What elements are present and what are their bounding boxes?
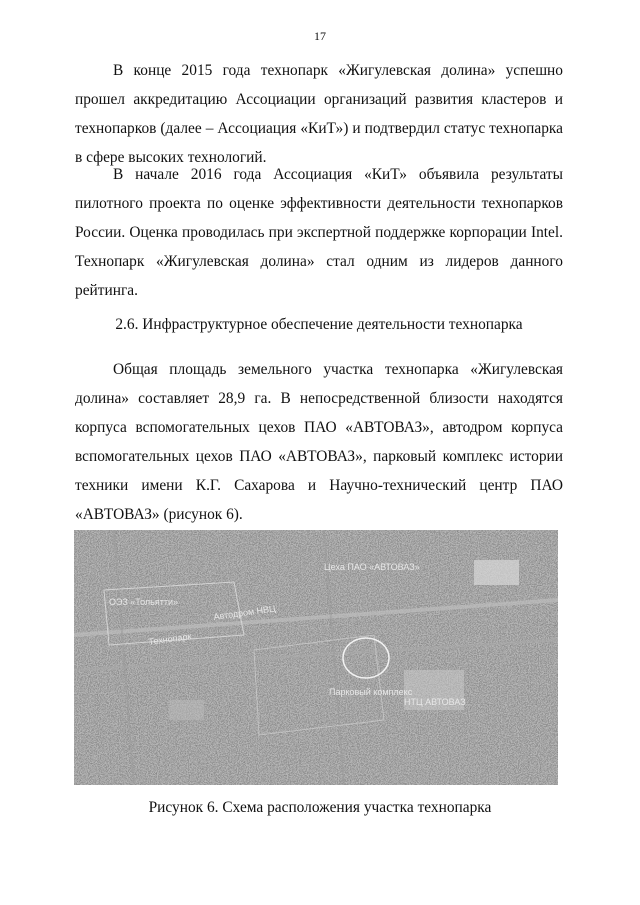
paragraph-text: Общая площадь земельного участка технопарка «Жигулевская долина» составляет 28,9 га. В непосредственной близости находятся корпуса вспомогательных цехов ПАО «АВТОВАЗ», автодром корпуса вспомогательных цехов ПАО «АВТОВАЗ», парковый комплекс истории техники имени К.Г. Сахарова и Научно-технический центр ПАО «АВТОВАЗ» (рисунок 6). [75, 361, 563, 523]
map-label: НТЦ АВТОВАЗ [404, 697, 466, 707]
paragraph-rating [75, 160, 563, 305]
map-label: ОЭЗ «Тольятти» [109, 597, 179, 607]
paragraph-text: В начале 2016 года Ассоциация «КиТ» объявила результаты пилотного проекта по оценке эффективности деятельности технопарков России. Оценка проводилась при экспертной поддержке корпорации Intel. Технопарк «Жигулевская долина» стал одним из лидеров данного рейтинга. [75, 166, 563, 299]
map-label: Технопарк [147, 631, 192, 647]
map-label: Цеха ПАО «АВТОВАЗ» [324, 562, 420, 572]
figure-caption: Рисунок 6. Схема расположения участка технопарка [148, 799, 492, 816]
aerial-map-image [74, 530, 558, 785]
paragraph-text: В конце 2015 года технопарк «Жигулевская долина» успешно прошел аккредитацию Ассоциации организаций развития кластеров и технопарков (далее – Ассоциация «КиТ») и подтвердил статус технопарка в сфере высоких технологий. [75, 62, 563, 166]
paragraph-infrastructure [75, 355, 563, 529]
section-heading: 2.6. Инфраструктурное обеспечение деятельности технопарка [115, 316, 523, 333]
map-label: Автодром НВЦ [212, 603, 277, 622]
page-number: 17 [314, 29, 326, 43]
paragraph-accreditation [75, 56, 563, 172]
map-label: Парковый комплекс [329, 687, 413, 697]
site-map-figure [74, 530, 558, 785]
